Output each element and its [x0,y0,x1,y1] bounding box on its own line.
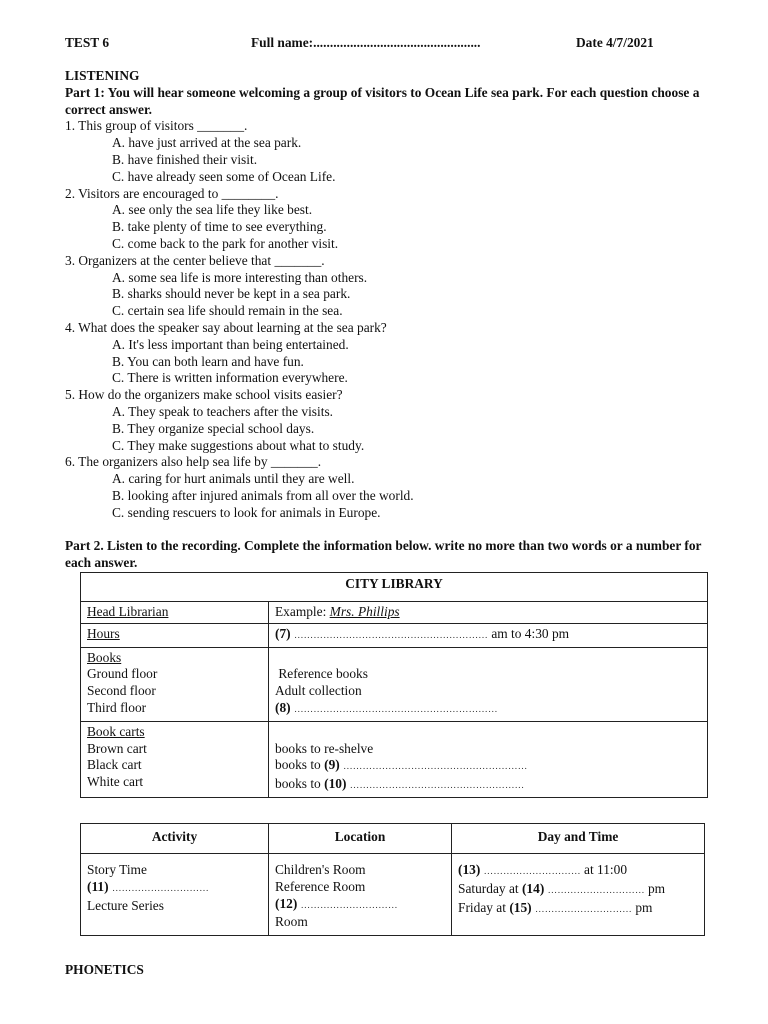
question-6 [65,454,715,521]
question-text: 1. This group of visitors _______. [65,118,248,134]
question-3 [65,253,715,320]
page-header [65,35,705,53]
listening-section [65,68,715,522]
blank-15[interactable]: ………………………… [535,904,632,915]
head-librarian-example: Example: Mrs. Phillips [269,602,708,624]
activity-cell: Story Time (11) ………………………… Lecture Series [81,854,269,936]
book-carts-label: Book carts Brown cart Black cart White cart [81,721,269,797]
library-title: CITY LIBRARY [81,573,708,602]
blank-7[interactable]: …………………………………………………… [293,630,488,641]
hours-label: Hours [81,623,269,647]
question-text: 4. What does the speaker say about learning at the sea park? [65,319,387,335]
blank-13[interactable]: ………………………… [483,867,581,877]
test-label: TEST 6 [65,35,110,50]
blank-9[interactable]: ………………………………………………… [343,762,528,773]
question-4 [65,320,715,387]
location-header: Location [269,824,452,854]
option: B. You can both learn and have fun. [112,353,304,369]
option: B. looking after injured animals from all over the world. [112,487,414,503]
day-time-header: Day and Time [452,824,705,854]
book-carts-values: books to re-shelve books to (9) ………………………………………………… books to (10) ……………………………………………… [269,721,708,797]
question-text: 5. How do the organizers make school visits easier? [65,387,343,403]
books-label: Books Ground floor Second floor Third floor [81,647,269,721]
part2-instructions: Part 2. Listen to the recording. Complete the information below. write no more than two words or a number for each answer. [65,538,702,570]
option: A. caring for hurt animals until they are well. [112,471,355,487]
option: B. sharks should never be kept in a sea park. [112,286,351,302]
phonetics-heading: PHONETICS [65,962,144,977]
option: C. certain sea life should remain in the sea. [112,303,343,319]
question-text: 3. Organizers at the center believe that _______. [65,252,325,268]
question-text: 6. The organizers also help sea life by _______. [65,454,322,470]
option: C. There is written information everywhere. [112,370,348,386]
hours-value: (7) …………………………………………………… am to 4:30 pm [269,623,708,647]
option: A. They speak to teachers after the visits. [112,403,333,419]
day-time-cell: (13) ………………………… at 11:00 Saturday at (14) ………………………… pm Friday at (15) ………………………… pm [452,854,705,936]
option: C. come back to the park for another visit. [112,235,339,251]
blank-8[interactable]: ……………………………………………………… [293,704,498,715]
listening-heading: LISTENING [65,68,140,83]
blank-12[interactable]: ………………………… [300,900,398,911]
location-cell: Children's Room Reference Room (12) ………………………… Room [269,854,452,936]
head-librarian-label: Head Librarian [81,602,269,624]
question-5 [65,387,715,454]
city-library-table [80,572,708,798]
option: A. see only the sea life they like best. [112,202,313,218]
option: C. have already seen some of Ocean Life. [112,168,336,184]
blank-10[interactable]: ……………………………………………… [349,781,525,792]
blank-14[interactable]: ………………………… [547,885,645,896]
option: A. have just arrived at the sea park. [112,135,302,151]
activity-table [80,823,705,936]
option: B. take plenty of time to see everything. [112,219,327,235]
option: B. They organize special school days. [112,420,315,436]
question-2 [65,186,715,253]
option: A. some sea life is more interesting than others. [112,269,368,285]
question-text: 2. Visitors are encouraged to ________. [65,185,279,201]
option: B. have finished their visit. [112,151,258,167]
books-values: Reference books Adult collection (8) ……………………………………………………… [269,647,708,721]
blank-11[interactable]: ………………………… [111,883,209,894]
option: C. They make suggestions about what to study. [112,437,365,453]
activity-header: Activity [81,824,269,854]
part1-instructions: Part 1: You will hear someone welcoming a group of visitors to Ocean Life sea park. For each question choose a correct answer. [65,84,700,117]
question-1 [65,118,715,185]
full-name-field: Full name:.................................................. [251,35,481,50]
option: C. sending rescuers to look for animals in Europe. [112,504,381,520]
option: A. It's less important than being entertained. [112,336,349,352]
date-label: Date 4/7/2021 [576,35,654,50]
